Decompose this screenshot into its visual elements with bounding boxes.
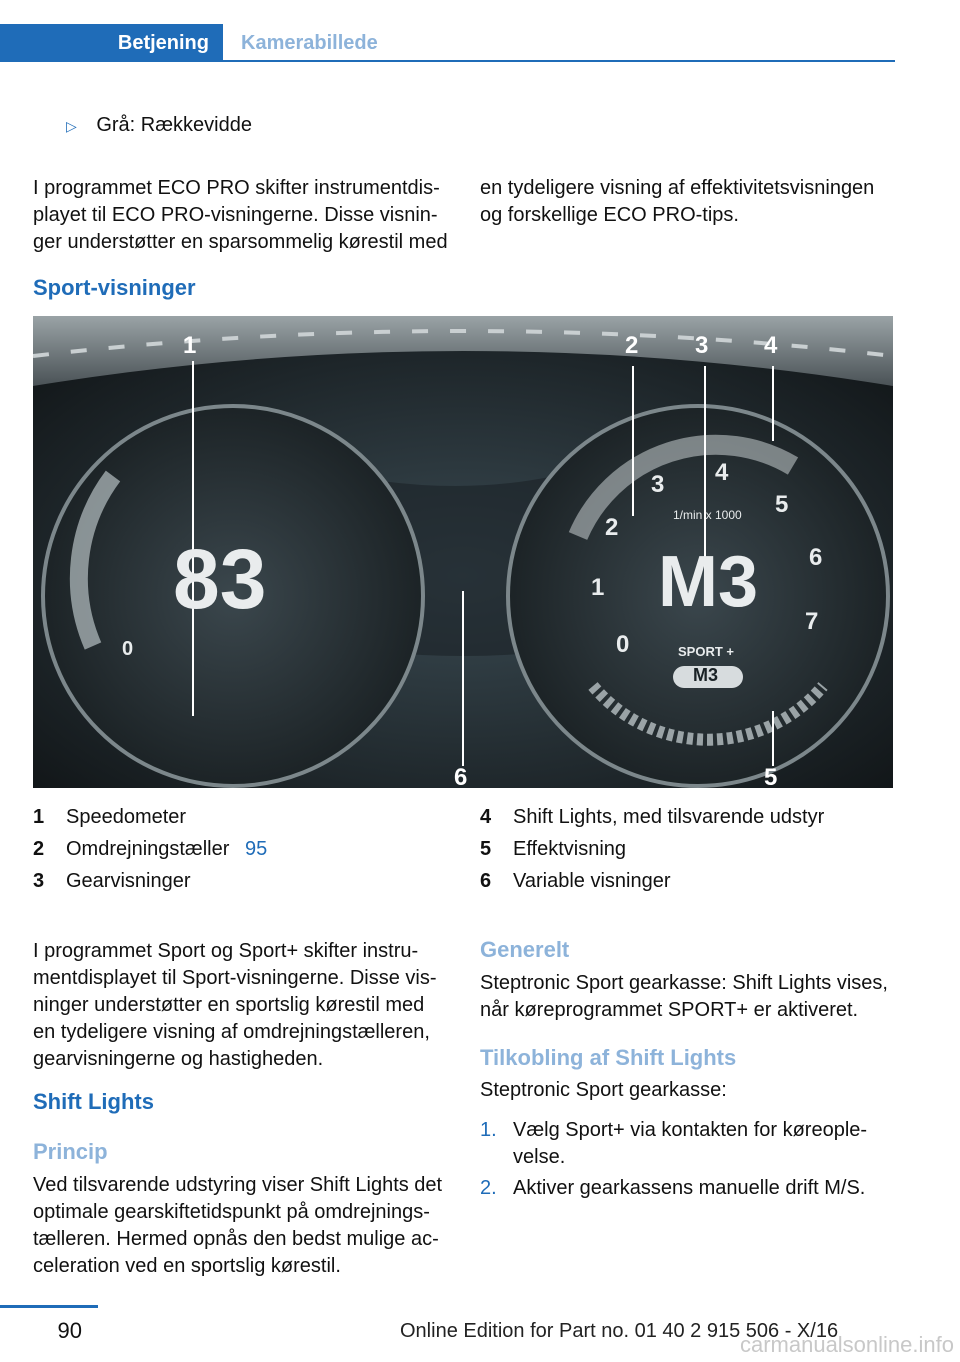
eco-paragraph-left: I programmet ECO PRO skifter instrumentdis‐ playet til ECO PRO-visningerne. Disse visnin‐ ger understøtter en sparsommelig kørestil med [33, 177, 448, 253]
legend-num-3: 3 [33, 870, 45, 892]
legend-num-6: 6 [480, 870, 492, 892]
mode-gear-label: M3 [693, 665, 719, 685]
bullet-item [66, 112, 252, 140]
step-num-1: 1. [480, 1119, 497, 1141]
tach-tick-0: 0 [616, 631, 630, 658]
sport-paragraph: I programmet Sport og Sport+ skifter instru‐ mentdisplayet til Sport-visningerne. Disse vis‐ ninger understøtter en sportslig kørestil med en tydeligere visning af omdrejningstælleren, gearvisningerne og hastigheden. [33, 940, 437, 1070]
princip-heading: Princip [33, 1139, 108, 1164]
princip-paragraph: Ved tilsvarende udstyring viser Shift Lights det optimale gearskiftetidspunkt på omdrejnings‐ tælleren. Hermed opnås den bedst mulige ac‐ celeration ved en sportslig kørestil. [33, 1174, 443, 1277]
tilkobling-heading: Tilkobling af Shift Lights [480, 1045, 737, 1070]
page-ref-link[interactable]: 95 [244, 838, 268, 860]
step-text-1: Vælg Sport+ via kontakten for køreople‐ velse. [513, 1119, 868, 1168]
step-num-2: 2. [480, 1177, 497, 1199]
section-heading: Sport-visninger [33, 275, 196, 300]
speed-readout: 83 [173, 532, 267, 626]
tach-tick-1: 1 [591, 574, 605, 601]
tach-tick-5: 5 [775, 491, 789, 518]
tach-tick-2: 2 [605, 514, 619, 541]
legend-text-2 [66, 836, 267, 863]
legend-text-2-label: Omdrejningstæller [66, 838, 230, 860]
tab-kamerabillede[interactable]: Kamerabillede [241, 32, 378, 54]
legend-text-3: Gearvisninger [66, 870, 191, 892]
legend-text-1: Speedometer [66, 806, 187, 828]
tach-tick-3: 3 [651, 471, 665, 498]
bullet-text: Grå: Rækkevidde [96, 114, 252, 136]
shift-lights-heading: Shift Lights [33, 1089, 154, 1114]
footer-rule [0, 1305, 98, 1308]
eco-paragraph-right: en tydeligere visning af effektivitetsvisningen og forskellige ECO PRO-tips. [480, 177, 875, 226]
gear-readout: M3 [658, 542, 759, 622]
callout-3: 3 [695, 332, 709, 359]
sport-mode-label: SPORT + [678, 644, 734, 659]
footer-edition: Online Edition for Part no. 01 40 2 915 506 - X/16 [400, 1320, 839, 1342]
legend-text-5: Effektvisning [513, 838, 627, 860]
instrument-cluster-image [33, 316, 893, 791]
legend-text-6: Variable visninger [513, 870, 671, 892]
callout-2: 2 [625, 332, 639, 359]
legend-text-4: Shift Lights, med tilsvarende udstyr [513, 806, 825, 828]
legend-num-5: 5 [480, 838, 492, 860]
site-watermark: carmanualsonline.info [739, 1332, 954, 1357]
speed-zero-tick: 0 [122, 638, 134, 660]
tach-tick-6: 6 [809, 544, 823, 571]
legend-num-1: 1 [33, 806, 45, 828]
tab-betjening[interactable]: Betjening [0, 24, 223, 62]
rpm-unit: 1/min x 1000 [673, 508, 742, 522]
generelt-paragraph: Steptronic Sport gearkasse: Shift Lights vises, når køreprogrammet SPORT+ er aktiveret. [480, 972, 888, 1021]
generelt-heading: Generelt [480, 937, 570, 962]
callout-1: 1 [183, 332, 197, 359]
step-text-2: Aktiver gearkassens manuelle drift M/S. [513, 1177, 866, 1199]
legend-num-2: 2 [33, 838, 45, 860]
callout-4: 4 [764, 332, 778, 359]
tab-bar [0, 24, 895, 62]
tach-tick-7: 7 [805, 608, 819, 635]
callout-5: 5 [764, 764, 778, 791]
cluster-illustration [33, 316, 893, 788]
triangle-bullet-icon: ▷ [66, 118, 77, 134]
legend-num-4: 4 [480, 806, 492, 828]
tab-underline [0, 60, 895, 62]
page-number: 90 [57, 1318, 82, 1343]
tach-tick-4: 4 [715, 459, 729, 486]
tilkobling-paragraph: Steptronic Sport gearkasse: [480, 1079, 727, 1101]
callout-6: 6 [454, 764, 468, 791]
